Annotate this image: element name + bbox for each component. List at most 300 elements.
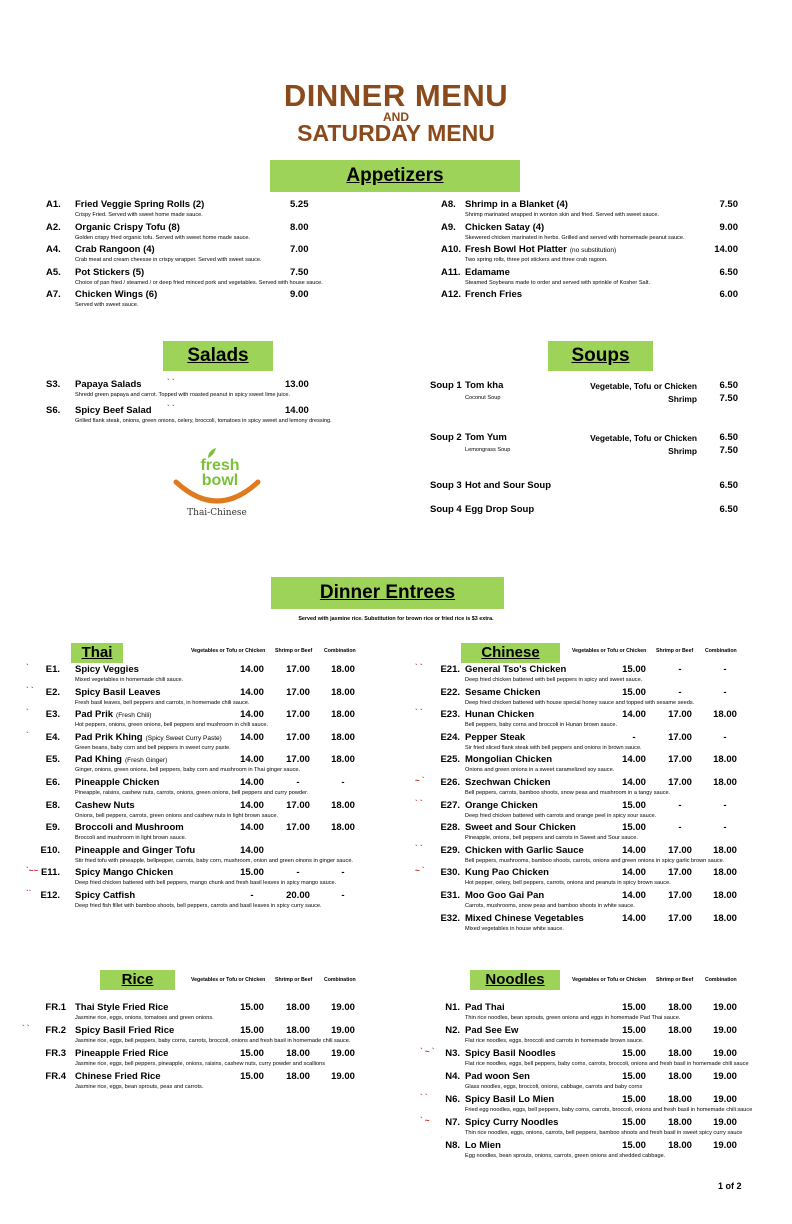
item-name-text: Spicy Basil Leaves — [75, 686, 161, 698]
item-name — [75, 1025, 174, 1036]
price-combo: 19.00 — [713, 1117, 737, 1128]
soups-heading: Soups — [548, 341, 653, 371]
item-name-text: Edamame — [465, 266, 510, 278]
item-description: Broccoli and mushroom in light brown sauce. — [75, 835, 187, 842]
price-shrimp: 18.00 — [668, 1048, 692, 1059]
item-code: E21. — [440, 664, 460, 675]
item-price: 9.00 — [290, 289, 309, 301]
item-name: Chicken Wings (6) — [75, 289, 158, 301]
thai-col-combo: Combination — [324, 648, 356, 654]
item-description: Deep fried chicken battered with carrots and orange peel in spicy sour sauce. — [465, 812, 657, 819]
item-description: Green beans, baby corn and bell peppers in sweet curry paste. — [75, 744, 231, 751]
price-veg: 15.00 — [240, 1024, 264, 1036]
item-code: E2. — [45, 686, 60, 698]
price-combo: 18.00 — [331, 709, 355, 721]
item-name-text: Thai Style Fried Rice — [75, 1002, 169, 1013]
item-code: A9. — [441, 221, 456, 233]
item-name — [75, 709, 151, 720]
item-description: Golden crispy fried organic tofu. Served with sweet home made sauce. — [75, 234, 251, 241]
item-price: 13.00 — [285, 379, 309, 390]
menu-title-and: AND — [383, 110, 409, 124]
item-name — [75, 732, 222, 743]
item-name — [75, 822, 184, 833]
item-name-text: Spicy Veggies — [75, 664, 139, 675]
item-description: Thin rice noodles, eggs, onions, carrots, bell peppers, bamboo shoots and fresh basil in sweet spicy curry sauce — [465, 1130, 743, 1136]
item-description: Steamed Soybeans made to order and served with sprinkle of Kosher Salt. — [465, 279, 651, 286]
item-name-text: Pineapple Chicken — [75, 777, 160, 788]
item-name — [465, 1002, 505, 1013]
item-code: E4. — [45, 731, 60, 743]
noodles-heading: Noodles — [470, 970, 560, 990]
item-name: Organic Crispy Tofu (8) — [75, 221, 180, 233]
item-name — [75, 1048, 168, 1059]
item-code: E32. — [440, 912, 460, 924]
item-name-text: Pad Thai — [465, 1002, 505, 1013]
logo-word-bowl: bowl — [201, 472, 239, 489]
item-price: 6.00 — [719, 289, 738, 301]
item-code: N8. — [445, 1140, 460, 1151]
item-name-text: Fresh Bowl Hot Platter — [465, 244, 567, 256]
item-name-text: Pad Khing — [75, 754, 122, 766]
item-name — [75, 754, 167, 765]
price-combo: 18.00 — [713, 777, 737, 788]
item-code: N6. — [445, 1094, 460, 1105]
item-code: A2. — [46, 221, 61, 233]
item-description: Choice of pan fried / steamed / or deep fried minced pork and vegetables. Served with house sauce. — [75, 279, 323, 286]
price-veg: 14.00 — [240, 777, 264, 788]
price-shrimp: 17.00 — [668, 754, 692, 766]
item-description: Skewered chicken marinated in herbs. Grilled and served with homemade peanut sauce. — [465, 234, 685, 241]
price-shrimp: 17.00 — [286, 709, 310, 721]
price-veg: 14.00 — [240, 664, 264, 675]
price-veg: 15.00 — [622, 1094, 646, 1105]
price-combo: 18.00 — [331, 731, 355, 743]
price-combo: 19.00 — [331, 1002, 355, 1013]
item-description: Fried egg noodles, eggs, bell peppers, baby corns, carrots, broccoli, onions and fresh basil in homemade chili sauce — [465, 1107, 753, 1113]
item-description: Deep fried fish fillet with bamboo shoots, bell peppers, carrots and basil leaves in spicy curry sauce. — [75, 903, 322, 909]
item-name: Crab Rangoon (4) — [75, 244, 155, 256]
price-combo: 18.00 — [713, 709, 737, 721]
item-description: Deep fried chicken battered with bell peppers in spicy and sweet sauce. — [465, 677, 643, 683]
price-combo: 18.00 — [331, 822, 355, 834]
price-shrimp: 18.00 — [668, 1140, 692, 1151]
item-price: 7.00 — [290, 244, 309, 256]
item-code: E23. — [440, 709, 460, 721]
item-description: Onions and green onions in a sweet caramelized soy sauce. — [465, 767, 615, 774]
spicy-pepper-icon: ` ` — [22, 1023, 30, 1033]
price-veg: 15.00 — [622, 1117, 646, 1128]
item-name-text: Spicy Basil Fried Rice — [75, 1024, 175, 1036]
item-name-text: Sweet and Sour Chicken — [465, 822, 576, 834]
price-combo: 19.00 — [331, 1070, 355, 1082]
item-description: Pineapple, raisins, cashew nuts, carrots, onions, green onions, bell peppers and curry powder. — [75, 790, 309, 796]
item-name-text: Broccoli and Mushroom — [75, 822, 184, 834]
item-code: E31. — [440, 890, 460, 901]
item-code: E25. — [440, 754, 460, 766]
price-shrimp: 17.00 — [286, 822, 310, 834]
item-price: 14.00 — [714, 244, 738, 256]
item-code: A10. — [441, 244, 462, 256]
soup-option-2: Shrimp — [668, 394, 697, 404]
thai-heading: Thai — [71, 643, 123, 663]
price-combo: - — [723, 686, 727, 698]
item-name — [465, 822, 576, 833]
spicy-pepper-icon: `~~ — [26, 866, 39, 876]
soup-option-1: Vegetable, Tofu or Chicken — [590, 381, 697, 391]
item-name-text: Hunan Chicken — [465, 709, 535, 721]
price-veg: 14.00 — [622, 912, 646, 924]
item-name — [465, 845, 584, 856]
price-veg: 14.00 — [240, 754, 264, 766]
price-veg: - — [632, 731, 636, 743]
price-shrimp: 18.00 — [286, 1070, 310, 1082]
price-shrimp: 17.00 — [668, 890, 692, 901]
price-combo: 18.00 — [713, 890, 737, 901]
item-name — [465, 1140, 501, 1151]
price-veg: 15.00 — [622, 1140, 646, 1151]
item-name — [75, 800, 135, 811]
price-combo: - — [341, 867, 345, 879]
item-name-text: Cashew Nuts — [75, 799, 135, 811]
item-name-text: Spicy Catfish — [75, 890, 136, 901]
item-name-text: Chicken with Garlic Sauce — [465, 844, 584, 856]
item-subnote: (Spicy Sweet Curry Paste) — [145, 734, 222, 742]
item-description: Sir fried sliced flank steak with bell peppers and onions in brown sauce. — [465, 744, 642, 751]
entrees-heading: Dinner Entrees — [271, 577, 504, 609]
item-subnote: (Fresh Ginger) — [124, 757, 168, 765]
item-description: Bell peppers, carrots, bamboo shoots, snow peas and mushroom in a tangy sauce. — [465, 790, 671, 796]
item-name-text: Pineapple Fried Rice — [75, 1047, 169, 1059]
item-name — [75, 777, 159, 788]
price-veg: 15.00 — [240, 1047, 264, 1059]
menu-title: DINNER MENU — [283, 78, 509, 113]
price-shrimp: 17.00 — [286, 731, 310, 743]
price-shrimp: 18.00 — [286, 1002, 310, 1013]
item-name: Papaya Salads — [75, 379, 142, 390]
price-combo: 18.00 — [713, 844, 737, 856]
price-shrimp: 17.00 — [668, 867, 692, 879]
soup-option-1: Vegetable, Tofu or Chicken — [590, 433, 697, 443]
price-shrimp: 17.00 — [286, 686, 310, 698]
item-name: Spicy Beef Salad — [75, 405, 152, 416]
price-combo: 18.00 — [331, 799, 355, 811]
item-note: (no substitution) — [569, 247, 617, 255]
price-combo: 18.00 — [331, 754, 355, 766]
thai-col-shrimp: Shrimp or Beef — [275, 648, 313, 654]
item-description: Shrimp marinated wrapped in wonton skin and fried. Served with sweet sauce. — [465, 212, 660, 218]
item-name — [465, 1071, 530, 1082]
item-description: Onions, bell peppers, carrots, green onions and cashew nuts in light brown sauce. — [75, 812, 279, 819]
price-veg: 15.00 — [240, 1002, 264, 1013]
item-code: E24. — [440, 731, 460, 743]
item-description: Grilled flank steak, onions, green onions, celery, broccoli, tomatoes in spicy sweet and lemony dressing. — [75, 418, 332, 424]
item-name-text: Chicken Satay (4) — [465, 221, 545, 233]
item-code: E6. — [45, 777, 60, 788]
item-code: N2. — [445, 1025, 460, 1036]
item-code: N3. — [445, 1048, 460, 1059]
price-veg: 14.00 — [622, 867, 646, 879]
item-name — [465, 777, 551, 788]
price-combo: 19.00 — [713, 1048, 737, 1059]
item-description: Two spring rolls, three pot stickers and three crab ragoon. — [465, 257, 608, 264]
item-code: A4. — [46, 244, 61, 256]
price-shrimp: - — [678, 822, 682, 834]
price-shrimp: 20.00 — [286, 890, 310, 901]
item-description: Flat rice noodles, eggs, bell peppers, baby corns, carrots, broccoli, onions and fresh basil in homemade chili sauce — [465, 1061, 749, 1067]
price-veg: 14.00 — [240, 709, 264, 721]
item-description: Carrots, mushrooms, snow peas and bamboo shoots in white sauce. — [465, 903, 635, 909]
item-code: A12. — [441, 289, 462, 301]
price-combo: - — [341, 890, 345, 901]
price-shrimp: 17.00 — [668, 709, 692, 721]
price-veg: 14.00 — [622, 754, 646, 766]
item-description: Ginger, onions, green onions, bell peppers, baby corn and mushroom in Thai ginger sauce. — [75, 767, 301, 774]
price-shrimp: 17.00 — [668, 777, 692, 788]
spicy-pepper-icon: ` ` — [167, 404, 175, 413]
soup-code: Soup 1 — [430, 380, 462, 391]
fresh-bowl-logo — [172, 448, 262, 523]
item-description: Hot peppers, onions, green onions, bell peppers and mushroom in chili sauce. — [75, 722, 269, 729]
price-combo: 19.00 — [713, 1094, 737, 1105]
item-code: FR.3 — [45, 1047, 66, 1059]
item-description: Shredd green papaya and carrot. Topped with roasted peanut in spicy sweet lime juice. — [75, 392, 291, 398]
item-code: FR.2 — [45, 1024, 66, 1036]
item-code: A1. — [46, 199, 61, 210]
price-combo: 18.00 — [331, 686, 355, 698]
item-name-text: Mongolian Chicken — [465, 754, 553, 766]
item-name-text: Chinese Fried Rice — [75, 1070, 161, 1082]
price-shrimp: 17.00 — [668, 844, 692, 856]
item-name-text: Pineapple and Ginger Tofu — [75, 844, 196, 856]
item-name — [75, 1071, 161, 1082]
item-description: Thin rice noodles, bean sprouts, green onions and eggs in homemade Pad Thai sauce. — [465, 1015, 681, 1021]
price-combo: - — [723, 799, 727, 811]
item-description: Glass noodles, eggs, broccoli, onions, cabbage, carrots and baby corns — [465, 1084, 643, 1090]
price-veg: 15.00 — [622, 1048, 646, 1059]
logo-tagline: Thai-Chinese — [187, 508, 247, 518]
item-name-text: Pepper Steak — [465, 731, 526, 743]
spicy-pepper-icon: ` ` — [415, 843, 423, 853]
soup-option-2: Shrimp — [668, 446, 697, 456]
item-subnote: (Fresh Chili) — [116, 712, 152, 720]
entrees-note: Served with jasmine rice. Substitution for brown rice or fried rice is $3 extra. — [298, 616, 494, 622]
price-shrimp: 17.00 — [286, 664, 310, 675]
spicy-pepper-icon: ` ~ ` — [420, 1047, 435, 1056]
price-combo: 18.00 — [713, 912, 737, 924]
item-code: E26. — [440, 777, 460, 788]
rice-heading: Rice — [100, 970, 175, 990]
price-veg: 15.00 — [622, 1025, 646, 1036]
soup-name: Egg Drop Soup — [465, 504, 535, 515]
item-name-text: Mixed Chinese Vegetables — [465, 912, 584, 924]
soup-price-1: 6.50 — [719, 480, 738, 491]
menu-subtitle: SATURDAY MENU — [297, 120, 495, 146]
price-combo: - — [341, 777, 345, 788]
soup-name: Tom kha — [465, 380, 504, 391]
item-price: 14.00 — [285, 405, 309, 416]
price-shrimp: 18.00 — [668, 1002, 692, 1013]
item-code: N1. — [445, 1002, 460, 1013]
item-description: Hot pepper, celery, bell peppers, carrots, onions and peanuts in spicy brown sauce. — [465, 880, 671, 887]
item-name — [75, 664, 139, 675]
item-code: E12. — [40, 890, 60, 901]
item-price: 7.50 — [290, 266, 309, 278]
price-shrimp: 18.00 — [668, 1025, 692, 1036]
spicy-pepper-icon: ` ` — [415, 708, 423, 718]
item-name — [465, 913, 584, 924]
soup-code: Soup 2 — [430, 432, 462, 443]
item-code: FR.1 — [45, 1002, 66, 1013]
item-description: Mixed vegetables in homemade chili sauce. — [75, 677, 184, 683]
item-code: E29. — [440, 844, 460, 856]
spicy-pepper-icon: ~ ` — [415, 776, 425, 785]
item-description: Deep fried chicken battered with house special honey sauce and topped with sesame seeds. — [465, 699, 695, 706]
item-code: S6. — [46, 405, 61, 416]
item-code: N4. — [445, 1071, 460, 1082]
spicy-pepper-icon: ` ` — [420, 1093, 428, 1102]
item-name-text: Lo Mien — [465, 1140, 501, 1151]
price-veg: 15.00 — [622, 799, 646, 811]
logo-word-fresh: fresh — [200, 457, 240, 474]
item-description: Bell peppers, baby corns and broccoli in Hunan brown sauce. — [465, 722, 618, 729]
spicy-pepper-icon: ` ~ — [420, 1116, 430, 1125]
price-veg: 15.00 — [622, 822, 646, 834]
spicy-pepper-icon: ` ` — [415, 798, 423, 808]
item-code: A5. — [46, 266, 61, 278]
price-combo: 19.00 — [713, 1025, 737, 1036]
item-description: Stir fried tofu with pineapple, bellpepper, carrots, baby corn, mushroom, onion and green oinons in ginger sauce. — [75, 857, 353, 864]
item-name — [465, 1117, 558, 1128]
price-veg: 14.00 — [240, 799, 264, 811]
item-name — [465, 709, 534, 720]
price-shrimp: - — [296, 867, 300, 879]
item-name: Fried Veggie Spring Rolls (2) — [75, 199, 205, 210]
price-shrimp: 17.00 — [668, 731, 692, 743]
chinese-col-shrimp: Shrimp or Beef — [656, 648, 694, 654]
item-name — [75, 867, 173, 878]
price-veg: 15.00 — [622, 1002, 646, 1013]
soup-description: Coconut Soup — [465, 395, 501, 401]
price-combo: 19.00 — [713, 1140, 737, 1151]
item-name-text: Sesame Chicken — [465, 686, 541, 698]
item-code: E30. — [440, 867, 460, 879]
price-veg: 15.00 — [622, 1071, 646, 1082]
item-name — [465, 664, 566, 675]
soup-description: Lemongrass Soup — [465, 447, 511, 453]
item-name: Pot Stickers (5) — [75, 266, 145, 278]
price-shrimp: 18.00 — [668, 1094, 692, 1105]
soup-code: Soup 3 — [430, 480, 462, 491]
item-name — [465, 890, 544, 901]
item-name-text: Spicy Basil Noodles — [465, 1048, 556, 1059]
item-code: E22. — [440, 686, 460, 698]
item-description: Jasmine rice, eggs, bean sprouts, peas and carrots. — [75, 1083, 204, 1090]
noodles-col-shrimp: Shrimp or Beef — [656, 977, 694, 983]
item-code: E8. — [45, 799, 60, 811]
spicy-pepper-icon: ` — [26, 730, 29, 740]
soup-name: Tom Yum — [465, 432, 507, 443]
item-code: E3. — [45, 709, 60, 721]
price-veg: 14.00 — [240, 731, 264, 743]
item-price: 5.25 — [290, 199, 309, 210]
item-code: E27. — [440, 799, 460, 811]
price-veg: 14.00 — [240, 844, 264, 856]
price-combo: - — [723, 731, 727, 743]
noodles-col-veg: Vegetables or Tofu or Chicken — [572, 977, 647, 983]
price-combo: 18.00 — [331, 664, 355, 675]
item-description: Jasmine rice, eggs, bell peppers, baby corns, carrots, broccoli, onions and fresh basil in homemade chili sauce. — [75, 1037, 351, 1044]
item-name-text: Moo Goo Gai Pan — [465, 890, 545, 901]
price-shrimp: 17.00 — [286, 754, 310, 766]
item-name — [465, 754, 552, 765]
item-name-text: Kung Pao Chicken — [465, 867, 549, 879]
soup-price-1: 6.50 — [719, 432, 738, 443]
soup-price-1: 6.50 — [719, 504, 738, 515]
price-veg: 14.00 — [622, 777, 646, 788]
item-code: A7. — [46, 289, 61, 301]
price-shrimp: - — [678, 799, 682, 811]
price-veg: 14.00 — [240, 686, 264, 698]
price-veg: 15.00 — [622, 686, 646, 698]
item-code: E9. — [45, 822, 60, 834]
item-description: Crispy Fried. Served with sweet home made sauce. — [75, 212, 203, 218]
item-name — [465, 732, 525, 743]
item-name — [465, 1094, 554, 1105]
item-code: FR.4 — [45, 1070, 66, 1082]
price-combo: 19.00 — [713, 1071, 737, 1082]
spicy-pepper-icon: ` — [26, 708, 29, 718]
item-name — [465, 1048, 556, 1059]
item-name-text: Spicy Mango Chicken — [75, 867, 174, 879]
item-name — [465, 867, 549, 878]
spicy-pepper-icon: ` — [26, 663, 29, 672]
item-name — [465, 687, 541, 698]
price-shrimp: - — [678, 664, 682, 675]
item-name — [465, 800, 538, 811]
price-veg: 14.00 — [622, 890, 646, 901]
page-number: 1 of 2 — [718, 1181, 742, 1191]
spicy-pepper-icon: `` — [26, 889, 32, 898]
item-code: E5. — [45, 754, 60, 766]
price-veg: 14.00 — [622, 844, 646, 856]
item-name-text: Pad Prik — [75, 709, 114, 721]
thai-col-veg: Vegetables or Tofu or Chicken — [191, 648, 266, 654]
item-description: Served with sweet sauce. — [75, 302, 139, 309]
item-name-text: French Fries — [465, 289, 523, 301]
soup-price-2: 7.50 — [719, 393, 738, 404]
item-name-text: Szechwan Chicken — [465, 777, 551, 788]
item-code: N7. — [445, 1117, 460, 1128]
item-price: 8.00 — [290, 221, 309, 233]
appetizers-heading: Appetizers — [270, 160, 520, 192]
price-shrimp: - — [296, 777, 300, 788]
price-veg: 14.00 — [240, 822, 264, 834]
price-combo: - — [723, 664, 727, 675]
spicy-pepper-icon: ` ` — [415, 663, 423, 672]
item-name-text: General Tso's Chicken — [465, 664, 567, 675]
item-name — [75, 845, 195, 856]
rice-col-veg: Vegetables or Tofu or Chicken — [191, 977, 266, 983]
price-veg: 15.00 — [622, 664, 646, 675]
item-name-text: Spicy Basil Lo Mien — [465, 1094, 555, 1105]
price-shrimp: 18.00 — [668, 1071, 692, 1082]
price-shrimp: 17.00 — [668, 912, 692, 924]
spicy-pepper-icon: ~ ` — [415, 866, 425, 876]
price-shrimp: - — [678, 686, 682, 698]
price-combo: 19.00 — [331, 1024, 355, 1036]
item-code: E10. — [40, 844, 60, 856]
item-description: Jasmine rice, eggs, bell peppers, pineapple, onions, raisins, cashew nuts, curry powder and scallions — [75, 1060, 325, 1067]
